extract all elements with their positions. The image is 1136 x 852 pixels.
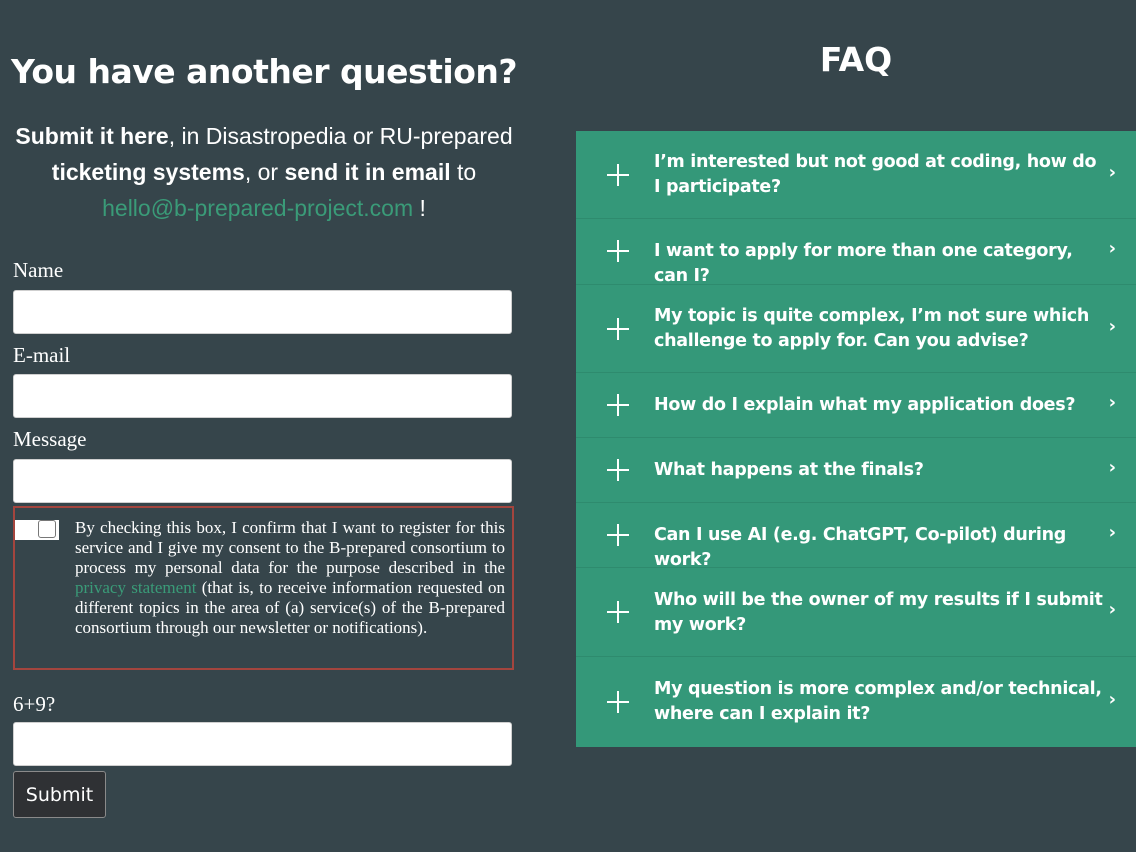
- faq-item[interactable]: [576, 438, 1136, 503]
- faq-question: Who will be the owner of my results if I submit my work?: [654, 590, 1103, 635]
- faq-item[interactable]: [576, 568, 1136, 657]
- faq-title: FAQ: [819, 40, 893, 79]
- consent-text: [75, 518, 505, 638]
- consent-box: [13, 506, 514, 670]
- message-label: Message: [13, 427, 87, 451]
- faq-item[interactable]: [576, 373, 1136, 438]
- chevron-right-icon: ›: [1108, 689, 1116, 710]
- submit-button[interactable]: Submit: [13, 771, 106, 818]
- chevron-right-icon: ›: [1108, 392, 1116, 413]
- chevron-right-icon: ›: [1108, 457, 1116, 478]
- intro-text-3: to: [450, 159, 477, 185]
- plus-icon: [607, 459, 629, 481]
- chevron-right-icon: ›: [1108, 522, 1116, 543]
- plus-icon: [607, 394, 629, 416]
- chevron-right-icon: ›: [1108, 238, 1116, 259]
- faq-item[interactable]: [576, 285, 1136, 373]
- plus-icon: [607, 318, 629, 340]
- faq-item[interactable]: [576, 131, 1136, 219]
- plus-icon: [607, 164, 629, 186]
- faq-item[interactable]: [576, 219, 1136, 285]
- chevron-right-icon: ›: [1108, 162, 1116, 183]
- captcha-field[interactable]: [13, 722, 512, 766]
- intro-text-1: , in Disastropedia or RU-prepared: [168, 123, 513, 149]
- intro-text-2: , or: [244, 159, 285, 185]
- contact-email-link[interactable]: hello@b-prepared-project.com: [102, 195, 414, 221]
- chevron-right-icon: ›: [1108, 316, 1116, 337]
- faq-item[interactable]: [576, 503, 1136, 568]
- faq-question: I’m interested but not good at coding, how do I participate?: [654, 152, 1097, 197]
- intro-submit-here: Submit it here: [15, 123, 169, 149]
- plus-icon: [607, 240, 629, 262]
- plus-icon: [607, 601, 629, 623]
- faq-question: What happens at the finals?: [654, 460, 924, 480]
- faq-question: My question is more complex and/or technical, where can I explain it?: [654, 679, 1102, 724]
- consent-text-after: (that is, to receive information requested on different topics in the area of (a) service(s) of the B-prepared consortium through our newsletter or notifications).: [75, 578, 505, 637]
- faq-question: My topic is quite complex, I’m not sure which challenge to apply for. Can you advise?: [654, 306, 1090, 351]
- email-label: E-mail: [13, 343, 71, 367]
- contact-intro: [0, 118, 528, 226]
- message-field[interactable]: [13, 459, 512, 503]
- intro-ticketing: ticketing systems: [51, 159, 245, 185]
- intro-text-4: !: [413, 195, 426, 221]
- name-field[interactable]: [13, 290, 512, 334]
- faq-question: I want to apply for more than one category, can I?: [654, 241, 1073, 286]
- email-field[interactable]: [13, 374, 512, 418]
- consent-text-before: By checking this box, I confirm that I want to register for this service and I give my consent to the B-prepared consortium to process my personal data for the purpose described in the: [75, 518, 505, 577]
- captcha-label: 6+9?: [13, 692, 56, 716]
- contact-heading: You have another question?: [10, 52, 518, 91]
- faq-question: How do I explain what my application does?: [654, 395, 1076, 415]
- chevron-right-icon: ›: [1108, 599, 1116, 620]
- faq-item[interactable]: [576, 657, 1136, 747]
- name-label: Name: [13, 258, 64, 282]
- plus-icon: [607, 691, 629, 713]
- intro-send-email: send it in email: [284, 159, 451, 185]
- faq-accordion: [576, 131, 1136, 747]
- privacy-statement-link[interactable]: privacy statement: [75, 578, 197, 597]
- plus-icon: [607, 524, 629, 546]
- faq-question: Can I use AI (e.g. ChatGPT, Co-pilot) during work?: [654, 525, 1066, 570]
- consent-checkbox[interactable]: [38, 520, 56, 538]
